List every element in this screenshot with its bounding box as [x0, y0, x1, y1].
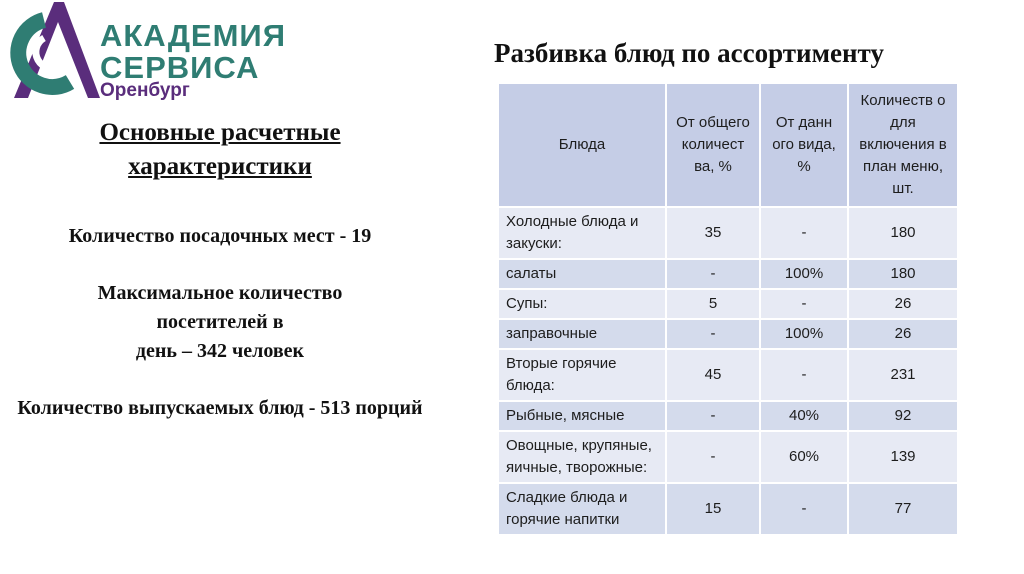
assortment-table-wrap: [497, 82, 957, 574]
table-cell-menu-count: 77: [848, 483, 957, 535]
header-menu-count: Количеств о для включения в план меню, шт.: [848, 83, 957, 207]
table-row: [498, 431, 957, 483]
table-cell-share-type: -: [760, 289, 848, 319]
table-cell-share-type: -: [760, 349, 848, 401]
table-cell-dish: Овощные, крупяные, яичные, творожные:: [498, 431, 666, 483]
table-cell-share-type: 40%: [760, 401, 848, 431]
table-cell-dish: Сладкие блюда и горячие напитки: [498, 483, 666, 535]
logo-text-academy: АКАДЕМИЯ: [100, 18, 286, 53]
table-cell-share-total: -: [666, 401, 760, 431]
logo-text-service: СЕРВИСА: [100, 50, 260, 85]
table-cell-menu-count: 26: [848, 289, 957, 319]
table-row: [498, 289, 957, 319]
table-cell-share-total: 45: [666, 349, 760, 401]
characteristics-panel: [15, 116, 425, 423]
dishes-stat: Количество выпускаемых блюд - 513 порций: [17, 397, 423, 419]
table-cell-share-total: -: [666, 259, 760, 289]
table-row: [498, 349, 957, 401]
table-row: [498, 319, 957, 349]
table-cell-share-total: -: [666, 319, 760, 349]
table-cell-share-type: -: [760, 483, 848, 535]
seats-stat: Количество посадочных мест - 19: [68, 225, 372, 247]
table-cell-menu-count: 26: [848, 319, 957, 349]
table-row: [498, 259, 957, 289]
header-share-total: От общего количест ва, %: [666, 83, 760, 207]
table-cell-dish: заправочные: [498, 319, 666, 349]
table-cell-menu-count: 231: [848, 349, 957, 401]
characteristics-title: Основные расчетные характеристики: [99, 119, 341, 180]
table-cell-dish: Холодные блюда и закуски:: [498, 207, 666, 259]
table-header-row: [498, 83, 957, 207]
table-cell-menu-count: 180: [848, 259, 957, 289]
table-cell-share-total: 15: [666, 483, 760, 535]
table-cell-share-total: 35: [666, 207, 760, 259]
table-cell-dish: Вторые горячие блюда:: [498, 349, 666, 401]
table-cell-share-type: 100%: [760, 259, 848, 289]
header-share-type: От данн ого вида, %: [760, 83, 848, 207]
academy-logo: [0, 0, 300, 100]
table-cell-share-type: 100%: [760, 319, 848, 349]
table-cell-menu-count: 139: [848, 431, 957, 483]
logo-text-city: Оренбург: [100, 80, 190, 101]
table-cell-dish: салаты: [498, 259, 666, 289]
table-row: [498, 207, 957, 259]
table-row: [498, 483, 957, 535]
table-cell-dish: Рыбные, мясные: [498, 401, 666, 431]
logo-a-icon: [0, 0, 100, 100]
table-cell-share-total: -: [666, 431, 760, 483]
assortment-table: [497, 82, 957, 536]
table-cell-share-type: 60%: [760, 431, 848, 483]
table-cell-dish: Супы:: [498, 289, 666, 319]
table-cell-menu-count: 92: [848, 401, 957, 431]
table-cell-share-total: 5: [666, 289, 760, 319]
table-cell-menu-count: 180: [848, 207, 957, 259]
table-cell-share-type: -: [760, 207, 848, 259]
header-dishes: Блюда: [498, 83, 666, 207]
slide-title: Разбивка блюд по ассортименту: [494, 38, 884, 68]
visitors-stat: Максимальное количество посетителей в день – 342 человек: [97, 282, 343, 362]
table-row: [498, 401, 957, 431]
